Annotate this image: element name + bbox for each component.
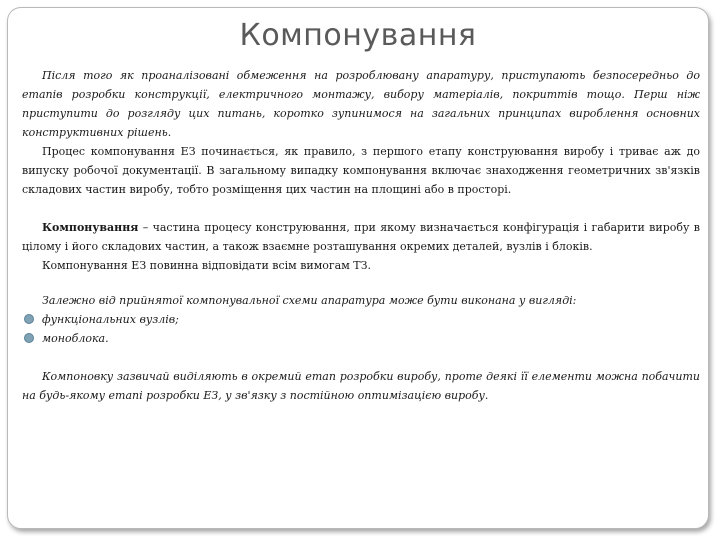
slide	[7, 7, 709, 529]
list-item-text: функціональних вузлів;	[42, 313, 179, 326]
paragraph-requirements: Компонування ЕЗ повинна відповідати всім вимогам ТЗ.	[42, 259, 371, 272]
bullet-list	[22, 310, 700, 348]
spacer	[22, 275, 700, 291]
list-item-text: моноблока.	[42, 332, 109, 345]
paragraph-layout-schemes: Залежно від прийнятої компонувальної схеми апаратура може бути виконана у вигляді:	[42, 294, 577, 307]
slide-content	[22, 66, 700, 405]
paragraph-intro: Після того як проаналізовані обмеження на розроблювану апаратуру, приступають безпосередньо до етапів розробки конструкції, електричного монтажу, вибору матеріалів, покриттів тощо. Перш ніж приступити до розгляду цих питань, коротко зупинимося на загальних принципах вироблення основних конструктивних рішень.	[22, 69, 700, 139]
definition-term: Компонування	[42, 221, 139, 234]
bullet-icon	[24, 314, 34, 324]
spacer	[22, 348, 700, 367]
definition-text: – частина процесу конструювання, при якому визначається конфігурація і габарити виробу в цілому і його складових частин, а також взаємне розташування окремих деталей, вузлів і блоків.	[22, 221, 700, 253]
bullet-icon	[24, 333, 34, 343]
paragraph-definition	[22, 218, 700, 256]
paragraph-conclusion: Компоновку зазвичай виділяють в окремий етап розробки виробу, проте деякі її елементи можна побачити на будь-якому етапі розробки ЕЗ, у зв'язку з постійною оптимізацією виробу.	[22, 370, 700, 402]
list-item	[22, 310, 700, 329]
slide-title: Компонування	[239, 18, 477, 53]
list-item	[22, 329, 700, 348]
spacer	[22, 199, 700, 218]
paragraph-process: Процес компонування ЕЗ починається, як правило, з першого етапу конструювання виробу і триває аж до випуску робочої документації. В загальному випадку компонування включає знаходження геометричних зв'язків складових частин виробу, тобто розміщення цих частин на площині або в просторі.	[22, 145, 700, 196]
